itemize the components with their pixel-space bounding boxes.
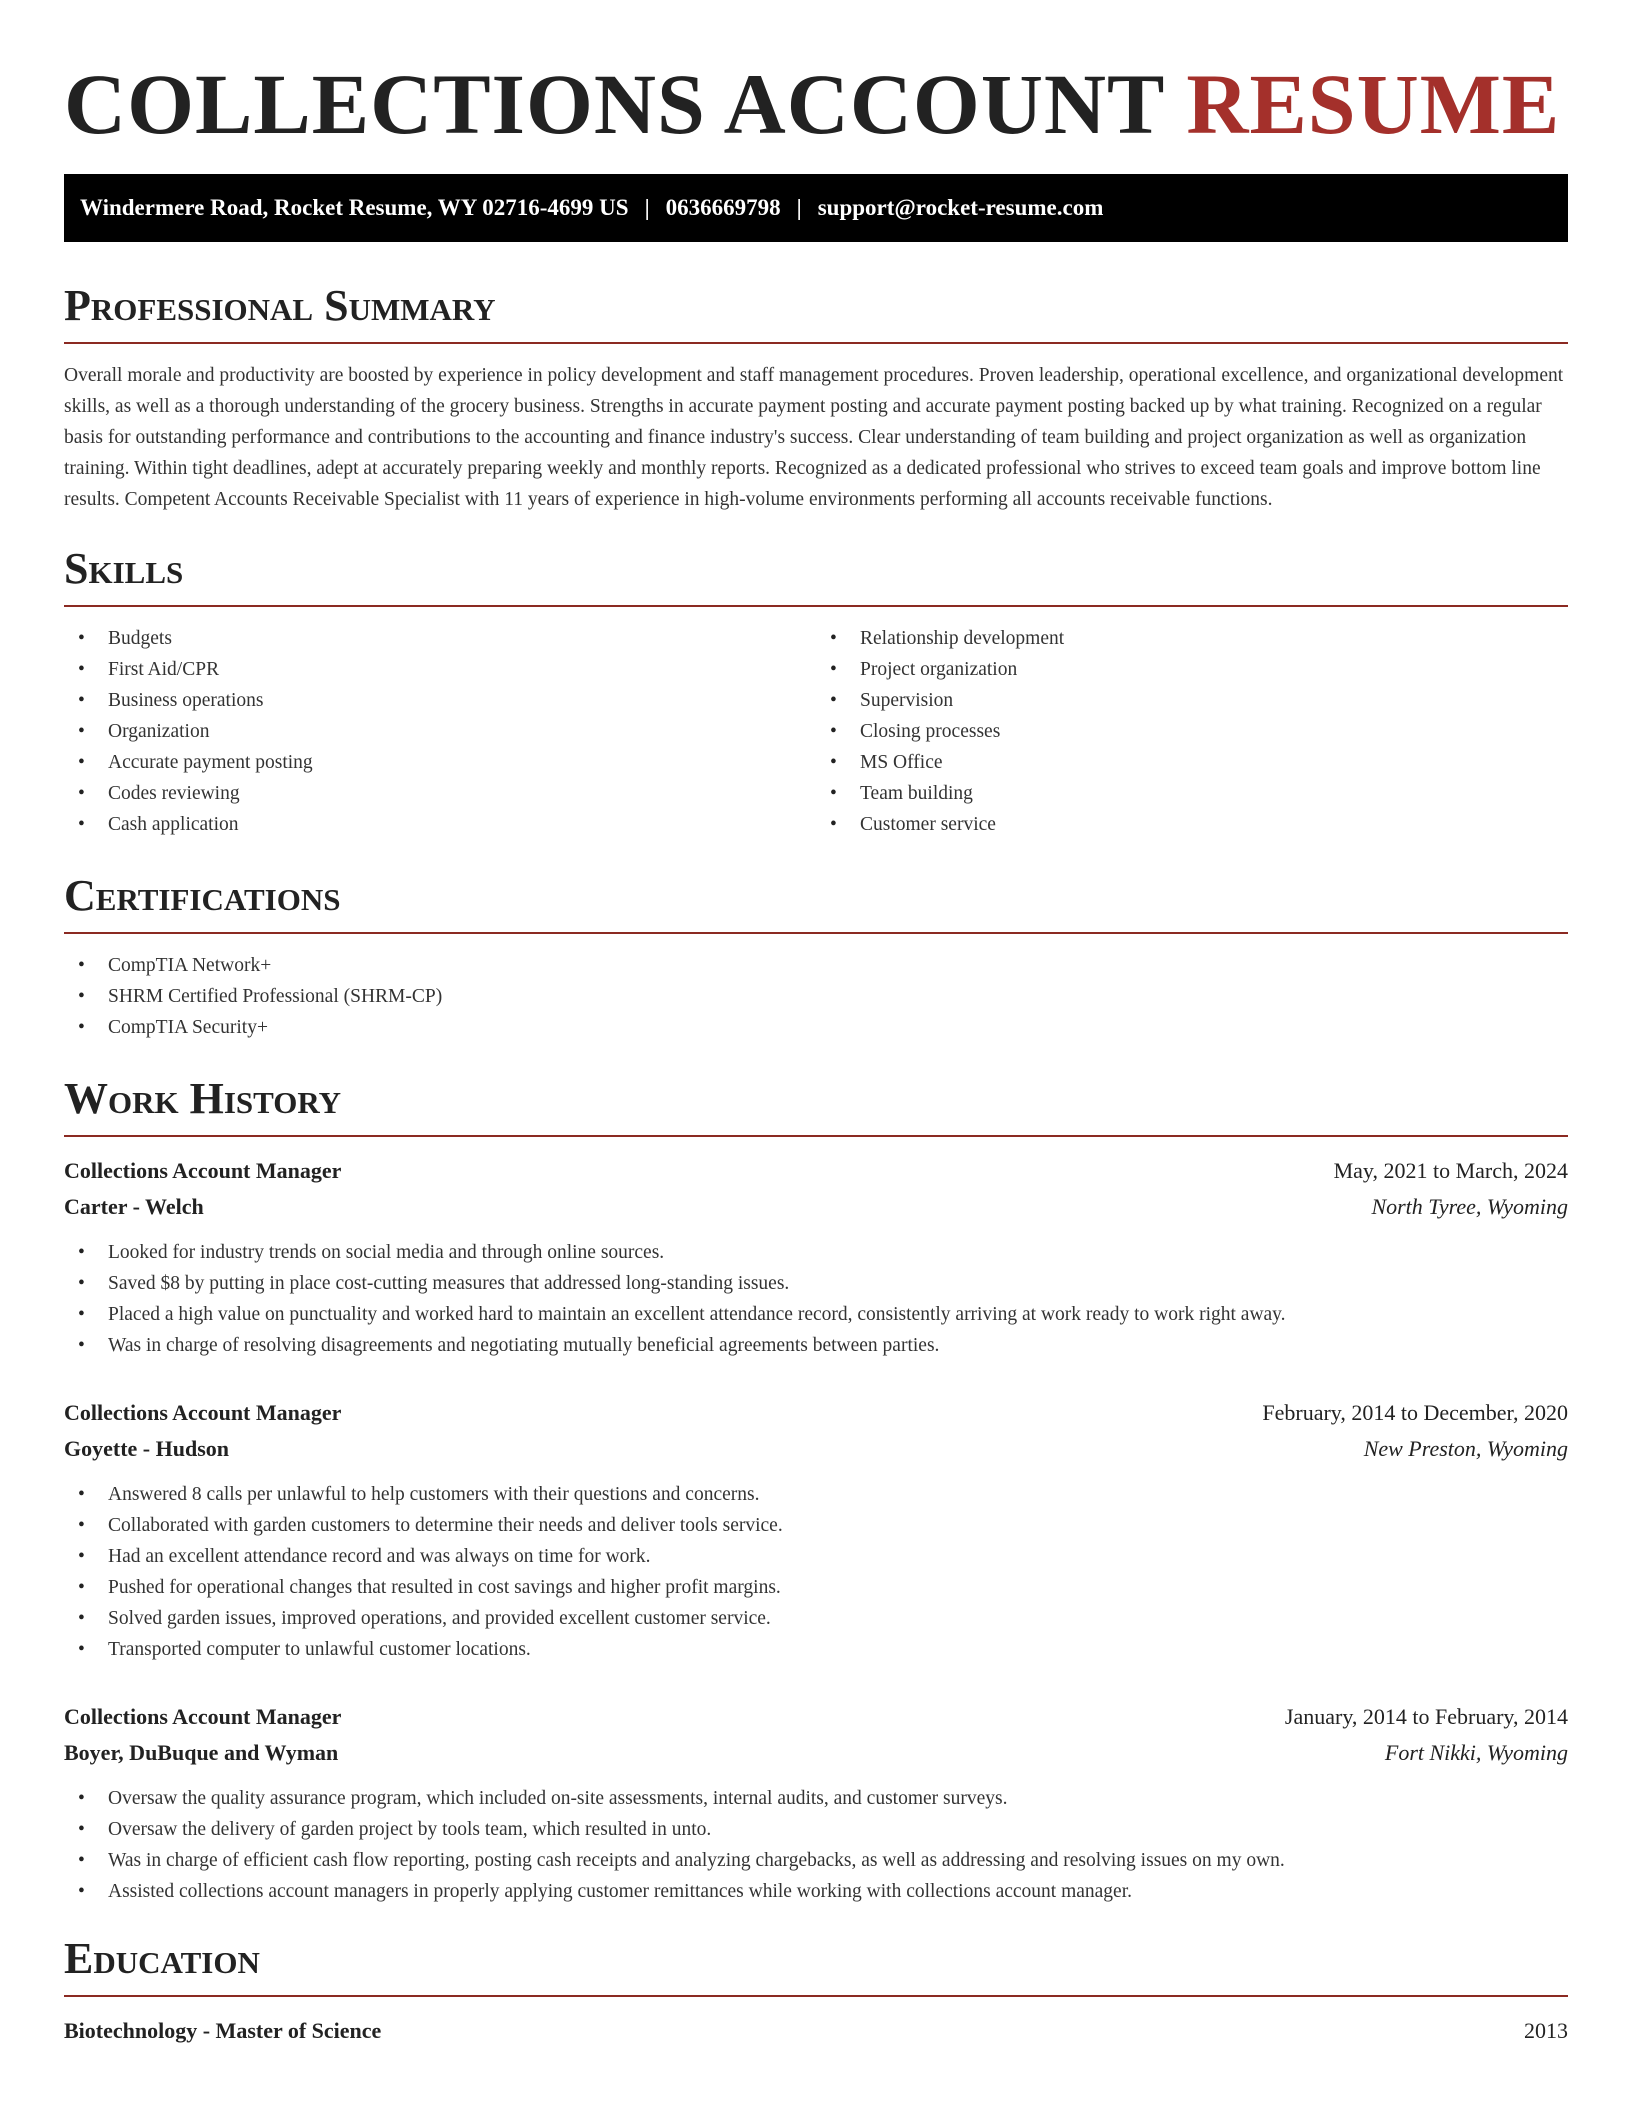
skill-item: • Cash application xyxy=(64,809,816,840)
job-title: Collections Account Manager xyxy=(64,1158,342,1183)
contact-address: Windermere Road, Rocket Resume, WY 02716-4699 US xyxy=(80,195,629,220)
certification-item: • SHRM Certified Professional (SHRM-CP) xyxy=(64,981,1568,1012)
skill-item: • Customer service xyxy=(816,809,1568,840)
certifications-section xyxy=(64,870,1568,1043)
skill-item: • MS Office xyxy=(816,747,1568,778)
job-bullet: • Placed a high value on punctuality and worked hard to maintain an excellent attendance record, consistently arriving at work ready to work right away. xyxy=(64,1299,1568,1330)
job-bullet-list xyxy=(64,1237,1568,1361)
job-dates: February, 2014 to December, 2020 xyxy=(1262,1400,1568,1425)
skills-section xyxy=(64,543,1568,840)
skill-item: • Accurate payment posting xyxy=(64,747,816,778)
education-degree: Biotechnology - Master of Science xyxy=(64,2018,382,2043)
contact-phone: 0636669798 xyxy=(665,195,781,220)
contact-email[interactable]: support@rocket-resume.com xyxy=(817,195,1104,220)
job-company: Goyette - Hudson xyxy=(64,1436,229,1461)
summary-text: Overall morale and productivity are boosted by experience in policy development and staff management procedures. Proven leadership, operational excellence, and organizational development skills, as well as a thorough understanding of the grocery business. Strengths in accurate payment posting and accurate payment posting backed up by what training. Recognized on a regular basis for outstanding performance and contributions to the accounting and finance industry's success. Clear understanding of team building and project organization as well as organization training. Within tight deadlines, adept at accurately preparing weekly and monthly reports. Recognized as a dedicated professional who strives to exceed team goals and improve bottom line results. Competent Accounts Receivable Specialist with 11 years of experience in high-volume environments performing all accounts receivable functions. xyxy=(64,365,1564,510)
skills-column-right xyxy=(816,623,1568,840)
job-bullet: • Assisted collections account managers in properly applying customer remittances while working with collections account manager. xyxy=(64,1876,1568,1907)
section-heading-work-history: Work History xyxy=(64,1073,1568,1137)
job-bullet: • Oversaw the quality assurance program, which included on-site assessments, internal audits, and customer surveys. xyxy=(64,1783,1568,1814)
job-bullet-list xyxy=(64,1783,1568,1907)
section-heading-skills: Skills xyxy=(64,543,1568,607)
skill-item: • Supervision xyxy=(816,685,1568,716)
contact-separator: | xyxy=(796,195,802,220)
certifications-list xyxy=(64,950,1568,1043)
resume-title xyxy=(64,0,1568,150)
summary-section xyxy=(64,280,1568,515)
job-header-row xyxy=(64,1699,1568,1735)
skill-item: • Business operations xyxy=(64,685,816,716)
contact-separator: | xyxy=(644,195,650,220)
skills-list-left xyxy=(64,623,816,840)
job-company: Boyer, DuBuque and Wyman xyxy=(64,1740,339,1765)
job-entry xyxy=(64,1153,1568,1361)
skill-item: • Relationship development xyxy=(816,623,1568,654)
job-dates: May, 2021 to March, 2024 xyxy=(1333,1158,1568,1183)
job-bullet-list xyxy=(64,1479,1568,1665)
job-location: North Tyree, Wyoming xyxy=(1371,1194,1568,1219)
job-header-row xyxy=(64,1395,1568,1431)
job-bullet: • Was in charge of efficient cash flow reporting, posting cash receipts and analyzing chargebacks, as well as addressing and resolving issues on my own. xyxy=(64,1845,1568,1876)
job-bullet: • Saved $8 by putting in place cost-cutting measures that addressed long-standing issues. xyxy=(64,1268,1568,1299)
job-title: Collections Account Manager xyxy=(64,1400,342,1425)
education-section xyxy=(64,1933,1568,2049)
skill-item: • Codes reviewing xyxy=(64,778,816,809)
section-heading-summary: Professional Summary xyxy=(64,280,1568,344)
job-dates: January, 2014 to February, 2014 xyxy=(1284,1704,1568,1729)
title-main: COLLECTIONS ACCOUNT xyxy=(64,56,1164,152)
section-heading-education: Education xyxy=(64,1933,1568,1997)
skill-item: • Budgets xyxy=(64,623,816,654)
job-bullet: • Looked for industry trends on social media and through online sources. xyxy=(64,1237,1568,1268)
education-entry xyxy=(64,2013,1568,2049)
job-entry xyxy=(64,1699,1568,1907)
skills-column-left xyxy=(64,623,816,840)
job-bullet: • Collaborated with garden customers to determine their needs and deliver tools service. xyxy=(64,1510,1568,1541)
certification-item: • CompTIA Network+ xyxy=(64,950,1568,981)
job-company-row xyxy=(64,1735,1568,1771)
contact-bar xyxy=(64,174,1568,242)
skill-item: • Organization xyxy=(64,716,816,747)
job-company-row xyxy=(64,1189,1568,1225)
title-accent: RESUME xyxy=(1186,56,1561,152)
job-bullet: • Had an excellent attendance record and was always on time for work. xyxy=(64,1541,1568,1572)
skills-list-right xyxy=(816,623,1568,840)
job-company-row xyxy=(64,1431,1568,1467)
certification-item: • CompTIA Security+ xyxy=(64,1012,1568,1043)
section-heading-certifications: Certifications xyxy=(64,870,1568,934)
job-entry xyxy=(64,1395,1568,1665)
skill-item: • Closing processes xyxy=(816,716,1568,747)
skill-item: • Team building xyxy=(816,778,1568,809)
job-bullet: • Pushed for operational changes that resulted in cost savings and higher profit margins. xyxy=(64,1572,1568,1603)
job-location: New Preston, Wyoming xyxy=(1363,1436,1568,1461)
education-year: 2013 xyxy=(1524,2018,1568,2043)
job-bullet: • Was in charge of resolving disagreements and negotiating mutually beneficial agreements between parties. xyxy=(64,1330,1568,1361)
education-header-row xyxy=(64,2013,1568,2049)
job-location: Fort Nikki, Wyoming xyxy=(1384,1740,1568,1765)
work-history-section xyxy=(64,1073,1568,1907)
skill-item: • First Aid/CPR xyxy=(64,654,816,685)
job-bullet: • Oversaw the delivery of garden project by tools team, which resulted in unto. xyxy=(64,1814,1568,1845)
job-bullet: • Transported computer to unlawful customer locations. xyxy=(64,1634,1568,1665)
job-bullet: • Answered 8 calls per unlawful to help customers with their questions and concerns. xyxy=(64,1479,1568,1510)
job-company: Carter - Welch xyxy=(64,1194,204,1219)
skill-item: • Project organization xyxy=(816,654,1568,685)
job-title: Collections Account Manager xyxy=(64,1704,342,1729)
job-bullet: • Solved garden issues, improved operations, and provided excellent customer service. xyxy=(64,1603,1568,1634)
job-header-row xyxy=(64,1153,1568,1189)
skills-grid xyxy=(64,623,1568,840)
